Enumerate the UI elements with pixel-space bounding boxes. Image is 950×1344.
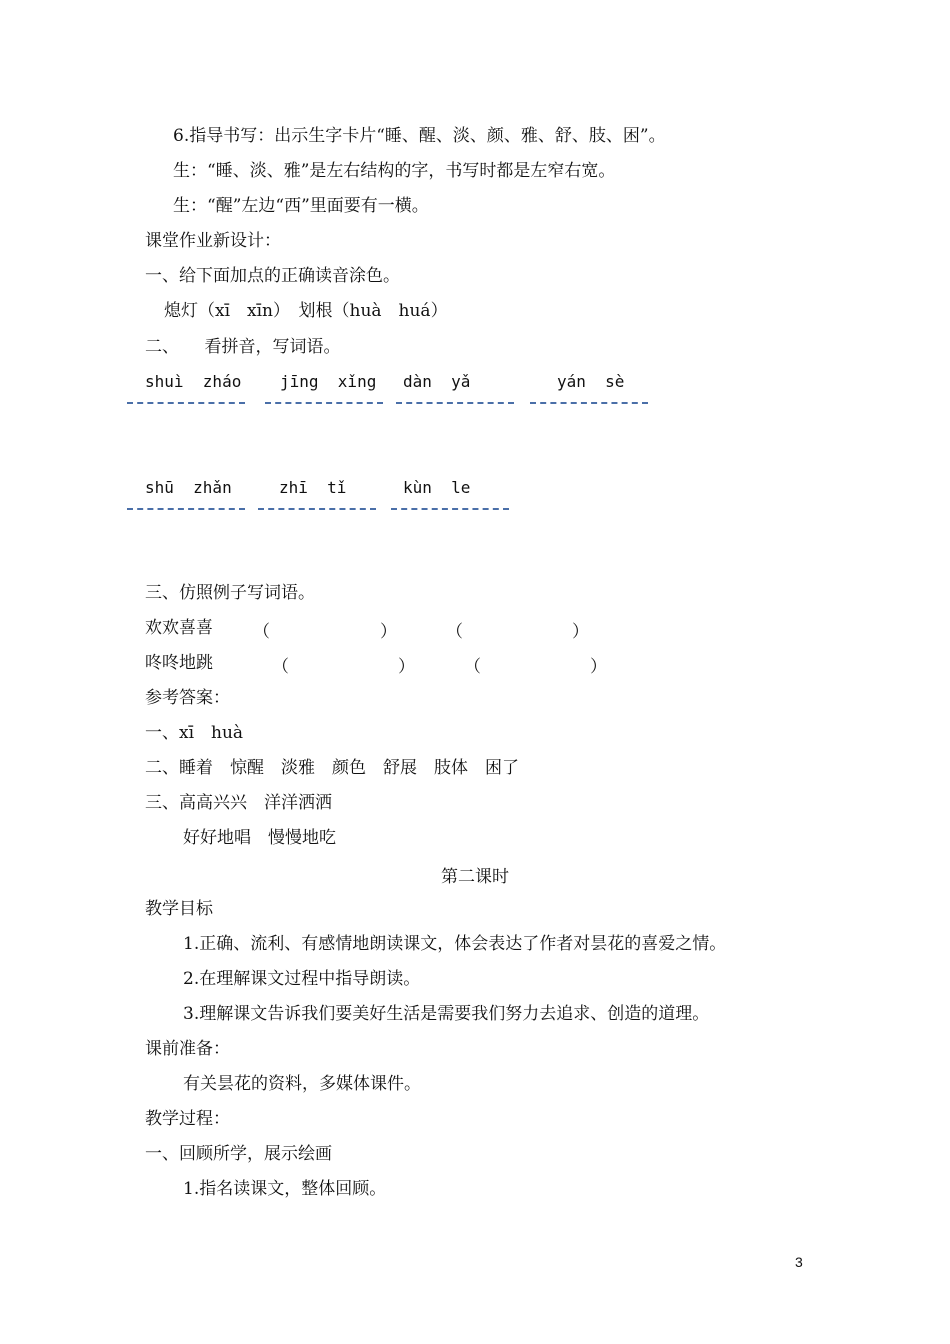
example-word: 欢欢喜喜 xyxy=(145,618,213,638)
paren-open: （ xyxy=(253,622,270,642)
paren-open: （ xyxy=(446,622,463,642)
answer-line: 好好地唱 慢慢地吃 xyxy=(183,828,336,848)
lesson-title: 第二课时 xyxy=(441,867,509,887)
paren-open: （ xyxy=(272,657,289,677)
example-word: 咚咚地跳 xyxy=(145,653,213,673)
text-line: 生：“睡、淡、雅”是左右结构的字，书写时都是左窄右宽。 xyxy=(173,161,616,181)
answer-blank[interactable] xyxy=(127,399,245,404)
answer-line: 二、睡着 惊醒 淡雅 颜色 舒展 肢体 困了 xyxy=(145,758,519,778)
answer-blank[interactable] xyxy=(391,505,509,510)
paren-open: （ xyxy=(464,657,481,677)
pinyin-word: shū zhǎn xyxy=(145,478,232,497)
step-heading: 一、回顾所学，展示绘画 xyxy=(145,1144,332,1164)
text-line: 生：“醒”左边“西”里面要有一横。 xyxy=(173,196,429,216)
answer-blank[interactable] xyxy=(127,505,245,510)
pinyin-word: zhī tǐ xyxy=(279,478,347,497)
section-heading: 课前准备： xyxy=(145,1039,230,1059)
answer-line: 三、高高兴兴 洋洋洒洒 xyxy=(145,793,332,813)
section-heading: 教学过程： xyxy=(145,1109,230,1129)
pinyin-word: dàn yǎ xyxy=(403,372,471,391)
exercise-heading: 三、仿照例子写词语。 xyxy=(145,583,315,603)
paren-close: ） xyxy=(398,657,415,677)
step-item: 1.指名读课文，整体回顾。 xyxy=(183,1179,387,1199)
exercise-heading: 一、给下面加点的正确读音涂色。 xyxy=(145,266,400,286)
answer-blank[interactable] xyxy=(258,505,376,510)
answer-blank[interactable] xyxy=(530,399,648,404)
pinyin-word: kùn le xyxy=(403,478,471,497)
answer-blank[interactable] xyxy=(265,399,383,404)
goal-item: 3.理解课文告诉我们要美好生活是需要我们努力去追求、创造的道理。 xyxy=(183,1004,710,1024)
page-number: 3 xyxy=(795,1254,803,1270)
paren-close: ） xyxy=(572,622,589,642)
pinyin-word: yán sè xyxy=(557,372,625,391)
text-line: 有关昙花的资料，多媒体课件。 xyxy=(183,1074,421,1094)
pinyin-word: jīng xǐng xyxy=(280,372,377,391)
goal-item: 1.正确、流利、有感情地朗读课文，体会表达了作者对昙花的喜爱之情。 xyxy=(183,934,727,954)
answer-line: 一、xī huà xyxy=(145,723,244,743)
paren-close: ） xyxy=(380,622,397,642)
answer-blank[interactable] xyxy=(396,399,514,404)
section-heading: 参考答案： xyxy=(145,688,230,708)
goal-item: 2.在理解课文过程中指导朗读。 xyxy=(183,969,421,989)
pinyin-row xyxy=(0,372,950,412)
pinyin-row xyxy=(0,478,950,518)
section-heading: 教学目标 xyxy=(145,899,213,919)
exercise-heading: 二、 看拼音，写词语。 xyxy=(145,337,341,357)
text-line: 6.指导书写：出示生字卡片“睡、醒、淡、颜、雅、舒、肢、困”。 xyxy=(173,126,666,146)
pinyin-word: shuì zháo xyxy=(145,372,242,391)
section-heading: 课堂作业新设计： xyxy=(145,231,281,251)
paren-close: ） xyxy=(590,657,607,677)
exercise-item: 熄灯（xī xīn） 划根（huà huá） xyxy=(164,301,448,321)
